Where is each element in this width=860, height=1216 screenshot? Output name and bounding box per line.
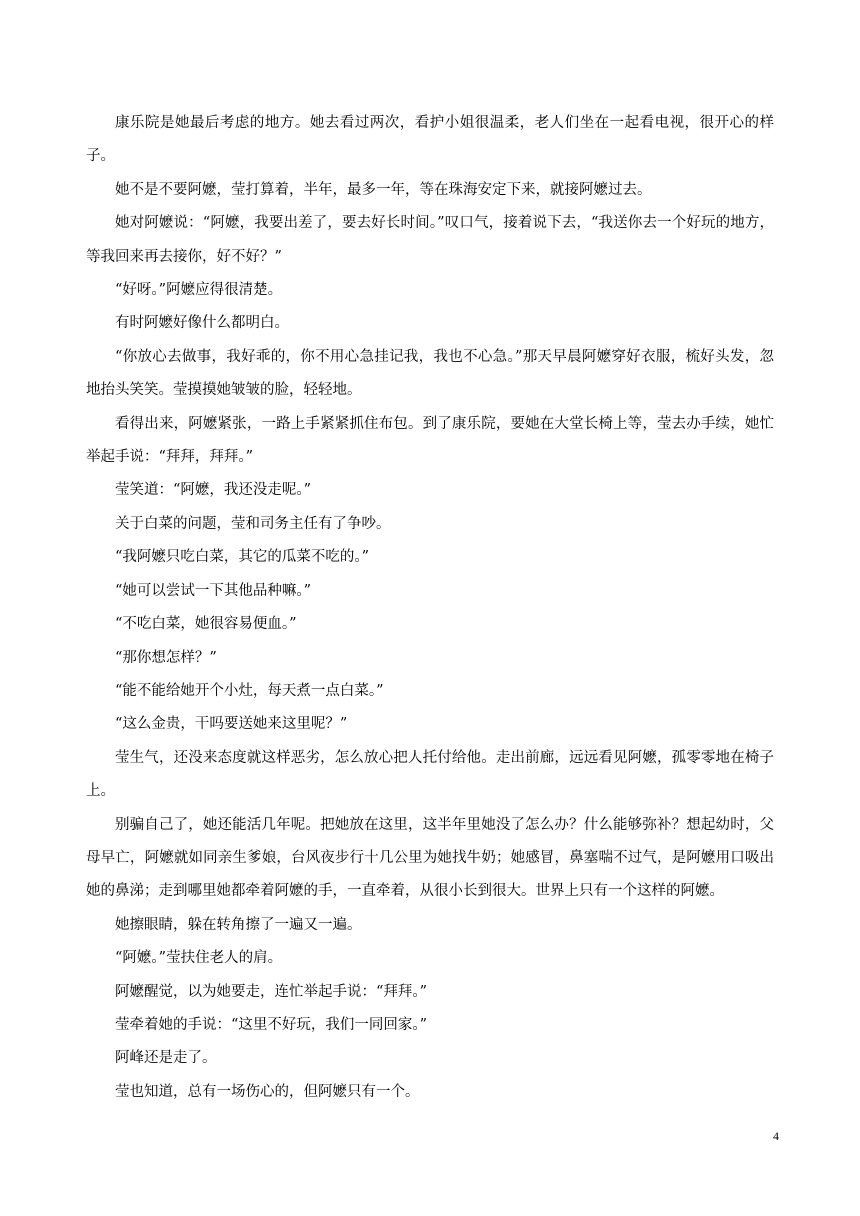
paragraph: 她对阿嬷说：“阿嬷，我要出差了，要去好长时间。”叹口气，接着说下去，“我送你去一个好玩的地方，等我回来再去接你，好不好？” xyxy=(86,215,774,265)
paragraph: 别骗自己了，她还能活几年呢。把她放在这里，这半年里她没了怎么办？什么能够弥补？想起幼时，父母早亡，阿嬷就如同亲生爹娘，台风夜步行十几公里为她找牛奶；她感冒，鼻塞喘不过气，是阿嬷用口吸出她的鼻涕；走到哪里她都牵着阿嬷的手，一直牵着，从很小长到很大。世界上只有一个这样的阿嬷。 xyxy=(86,816,774,900)
paragraph: 康乐院是她最后考虑的地方。她去看过两次，看护小姐很温柔，老人们坐在一起看电视，很开心的样子。 xyxy=(86,115,774,165)
document-body xyxy=(86,107,774,1109)
paragraph: “你放心去做事，我好乖的，你不用心急挂记我，我也不心急。”那天早晨阿嬷穿好衣服，梳好头发，忽地抬头笑笑。莹摸摸她皱皱的脸，轻轻地。 xyxy=(86,348,774,399)
paragraph: “阿嬷。”莹扶住老人的肩。 xyxy=(115,950,283,967)
paragraph: “能不能给她开个小灶，每天煮一点白菜。” xyxy=(115,682,384,699)
paragraph: 莹也知道，总有一场伤心的，但阿嬷只有一个。 xyxy=(115,1083,420,1100)
paragraph: 莹笑道：“阿嬷，我还没走呢。” xyxy=(115,482,312,499)
page-number: 4 xyxy=(773,1129,779,1143)
paragraph: 看得出来，阿嬷紧张，一路上手紧紧抓住布包。到了康乐院，要她在大堂长椅上等，莹去办手续，她忙举起手说：“拜拜，拜拜。” xyxy=(86,415,774,466)
paragraph: “好呀。”阿嬷应得很清楚。 xyxy=(115,282,283,299)
paragraph: “那你想怎样？” xyxy=(115,649,217,666)
paragraph: 她不是不要阿嬷，莹打算着，半年，最多一年，等在珠海安定下来，就接阿嬷过去。 xyxy=(115,181,652,198)
paragraph: “这么金贵，干吗要送她来这里呢？” xyxy=(115,716,348,733)
paragraph: 阿嬷醒觉，以为她要走，连忙举起手说：“拜拜。” xyxy=(115,983,428,1000)
paragraph: “不吃白菜，她很容易便血。” xyxy=(115,616,297,633)
paragraph: 莹牵着她的手说：“这里不好玩，我们一同回家。” xyxy=(115,1016,428,1033)
paragraph: 阿峰还是走了。 xyxy=(115,1050,217,1067)
paragraph: 莹生气，还没来态度就这样恶劣，怎么放心把人托付给他。走出前廊，远远看见阿嬷，孤零零地在椅子上。 xyxy=(86,749,774,800)
paragraph: “我阿嬷只吃白菜，其它的瓜菜不吃的。” xyxy=(115,549,370,566)
paragraph: 她擦眼睛，躲在转角擦了一遍又一遍。 xyxy=(115,916,362,933)
paragraph: 关于白菜的问题，莹和司务主任有了争吵。 xyxy=(115,515,391,532)
paragraph: “她可以尝试一下其他品种嘛。” xyxy=(115,582,312,599)
paragraph: 有时阿嬷好像什么都明白。 xyxy=(115,315,289,332)
